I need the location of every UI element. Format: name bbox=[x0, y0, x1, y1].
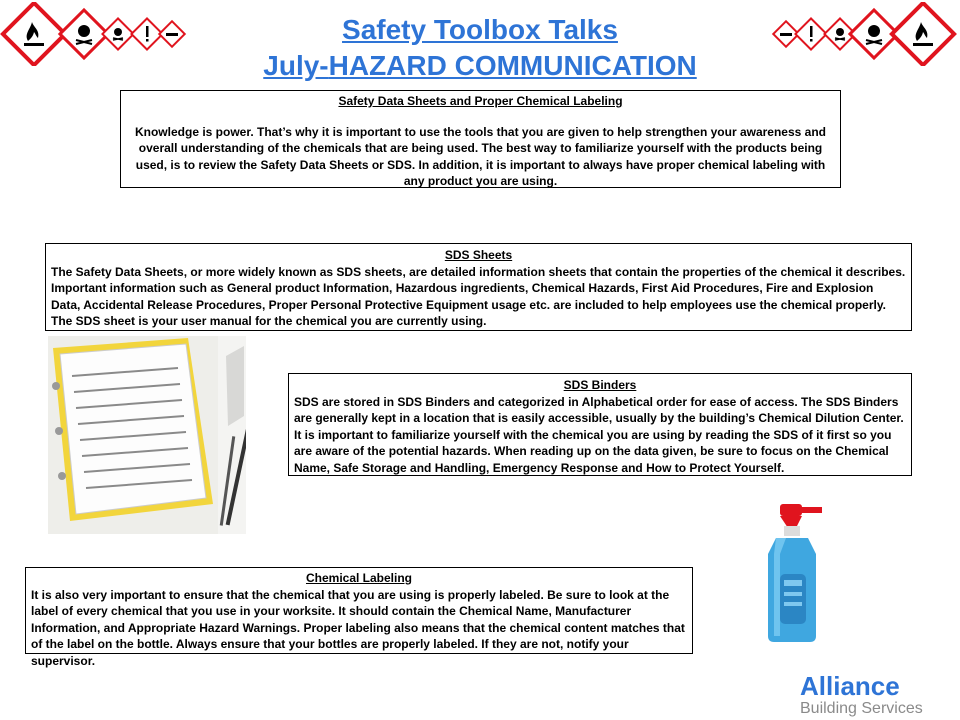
sds-sheets-body-2: The SDS sheet is your user manual for the chemical you are currently using. bbox=[51, 314, 487, 328]
sds-binder-photo bbox=[48, 336, 246, 534]
sds-sheets-heading: SDS Sheets bbox=[444, 248, 513, 262]
page-title: Safety Toolbox Talks bbox=[342, 14, 618, 45]
chemical-labeling-section bbox=[25, 567, 693, 668]
alliance-logo bbox=[800, 672, 950, 718]
subtitle-month: July- bbox=[263, 50, 329, 81]
spray-bottle-icon bbox=[766, 502, 826, 644]
sds-binders-body: SDS are stored in SDS Binders and categorized in Alphabetical order for ease of access. The SDS Binders are generally kept in a location that is easily accessible, usually by the building’s Chemical Dilution Center. It is important to familiarize yourself with the chemical you are using by reading the SDS of it first so you are aware of the potential hazards. When reading up on the data given, be sure to focus on the Chemical Name, Safe Storage and Handling, Emergency Response and How to Protect Yourself. bbox=[294, 394, 904, 475]
intro-heading: Safety Data Sheets and Proper Chemical Labeling bbox=[338, 94, 623, 108]
intro-section bbox=[120, 90, 841, 188]
sds-binders-section bbox=[288, 373, 912, 476]
subtitle-topic: HAZARD COMMUNICATION bbox=[328, 50, 697, 81]
logo-tagline: Building Services bbox=[800, 700, 923, 717]
logo-name: Alliance bbox=[800, 671, 900, 701]
chemical-labeling-body: It is also very important to ensure that the chemical that you are using is properly labeled. Be sure to look at the label of every chemical that you use in your worksite. It should contain the Chemical Name, Manufacturer Information, and Appropriate Hazard Warnings. Proper labeling also means that the chemical content matches that of the label on the bottle. Always ensure that your bottles are properly labeled. If they are not, notify your supervisor. bbox=[31, 587, 685, 668]
intro-body: Knowledge is power. That’s why it is important to use the tools that you are given to help strengthen your awareness and overall understanding of the chemicals that are being used. The best way to familiarize yourself with the products being used, is to review the Safety Data Sheets or SDS. In addition, it is important to always have proper chemical labeling with any product you are using. bbox=[134, 124, 826, 188]
sds-binders-heading: SDS Binders bbox=[563, 378, 637, 392]
sds-sheets-body: The Safety Data Sheets, or more widely known as SDS sheets, are detailed information sheets that contain the properties of the chemical it describes. Important information such as General product Information, Hazardous ingredients, Chemical Hazards, First Aid Procedures, Fire and Explosion Data, Accidental Release Procedures, Proper Personal Protective Equipment usage etc. are included to help employees use the chemical properly. bbox=[51, 264, 906, 312]
sds-sheets-section bbox=[45, 243, 912, 331]
chemical-labeling-heading: Chemical Labeling bbox=[305, 571, 413, 585]
page-subtitle bbox=[0, 50, 960, 82]
